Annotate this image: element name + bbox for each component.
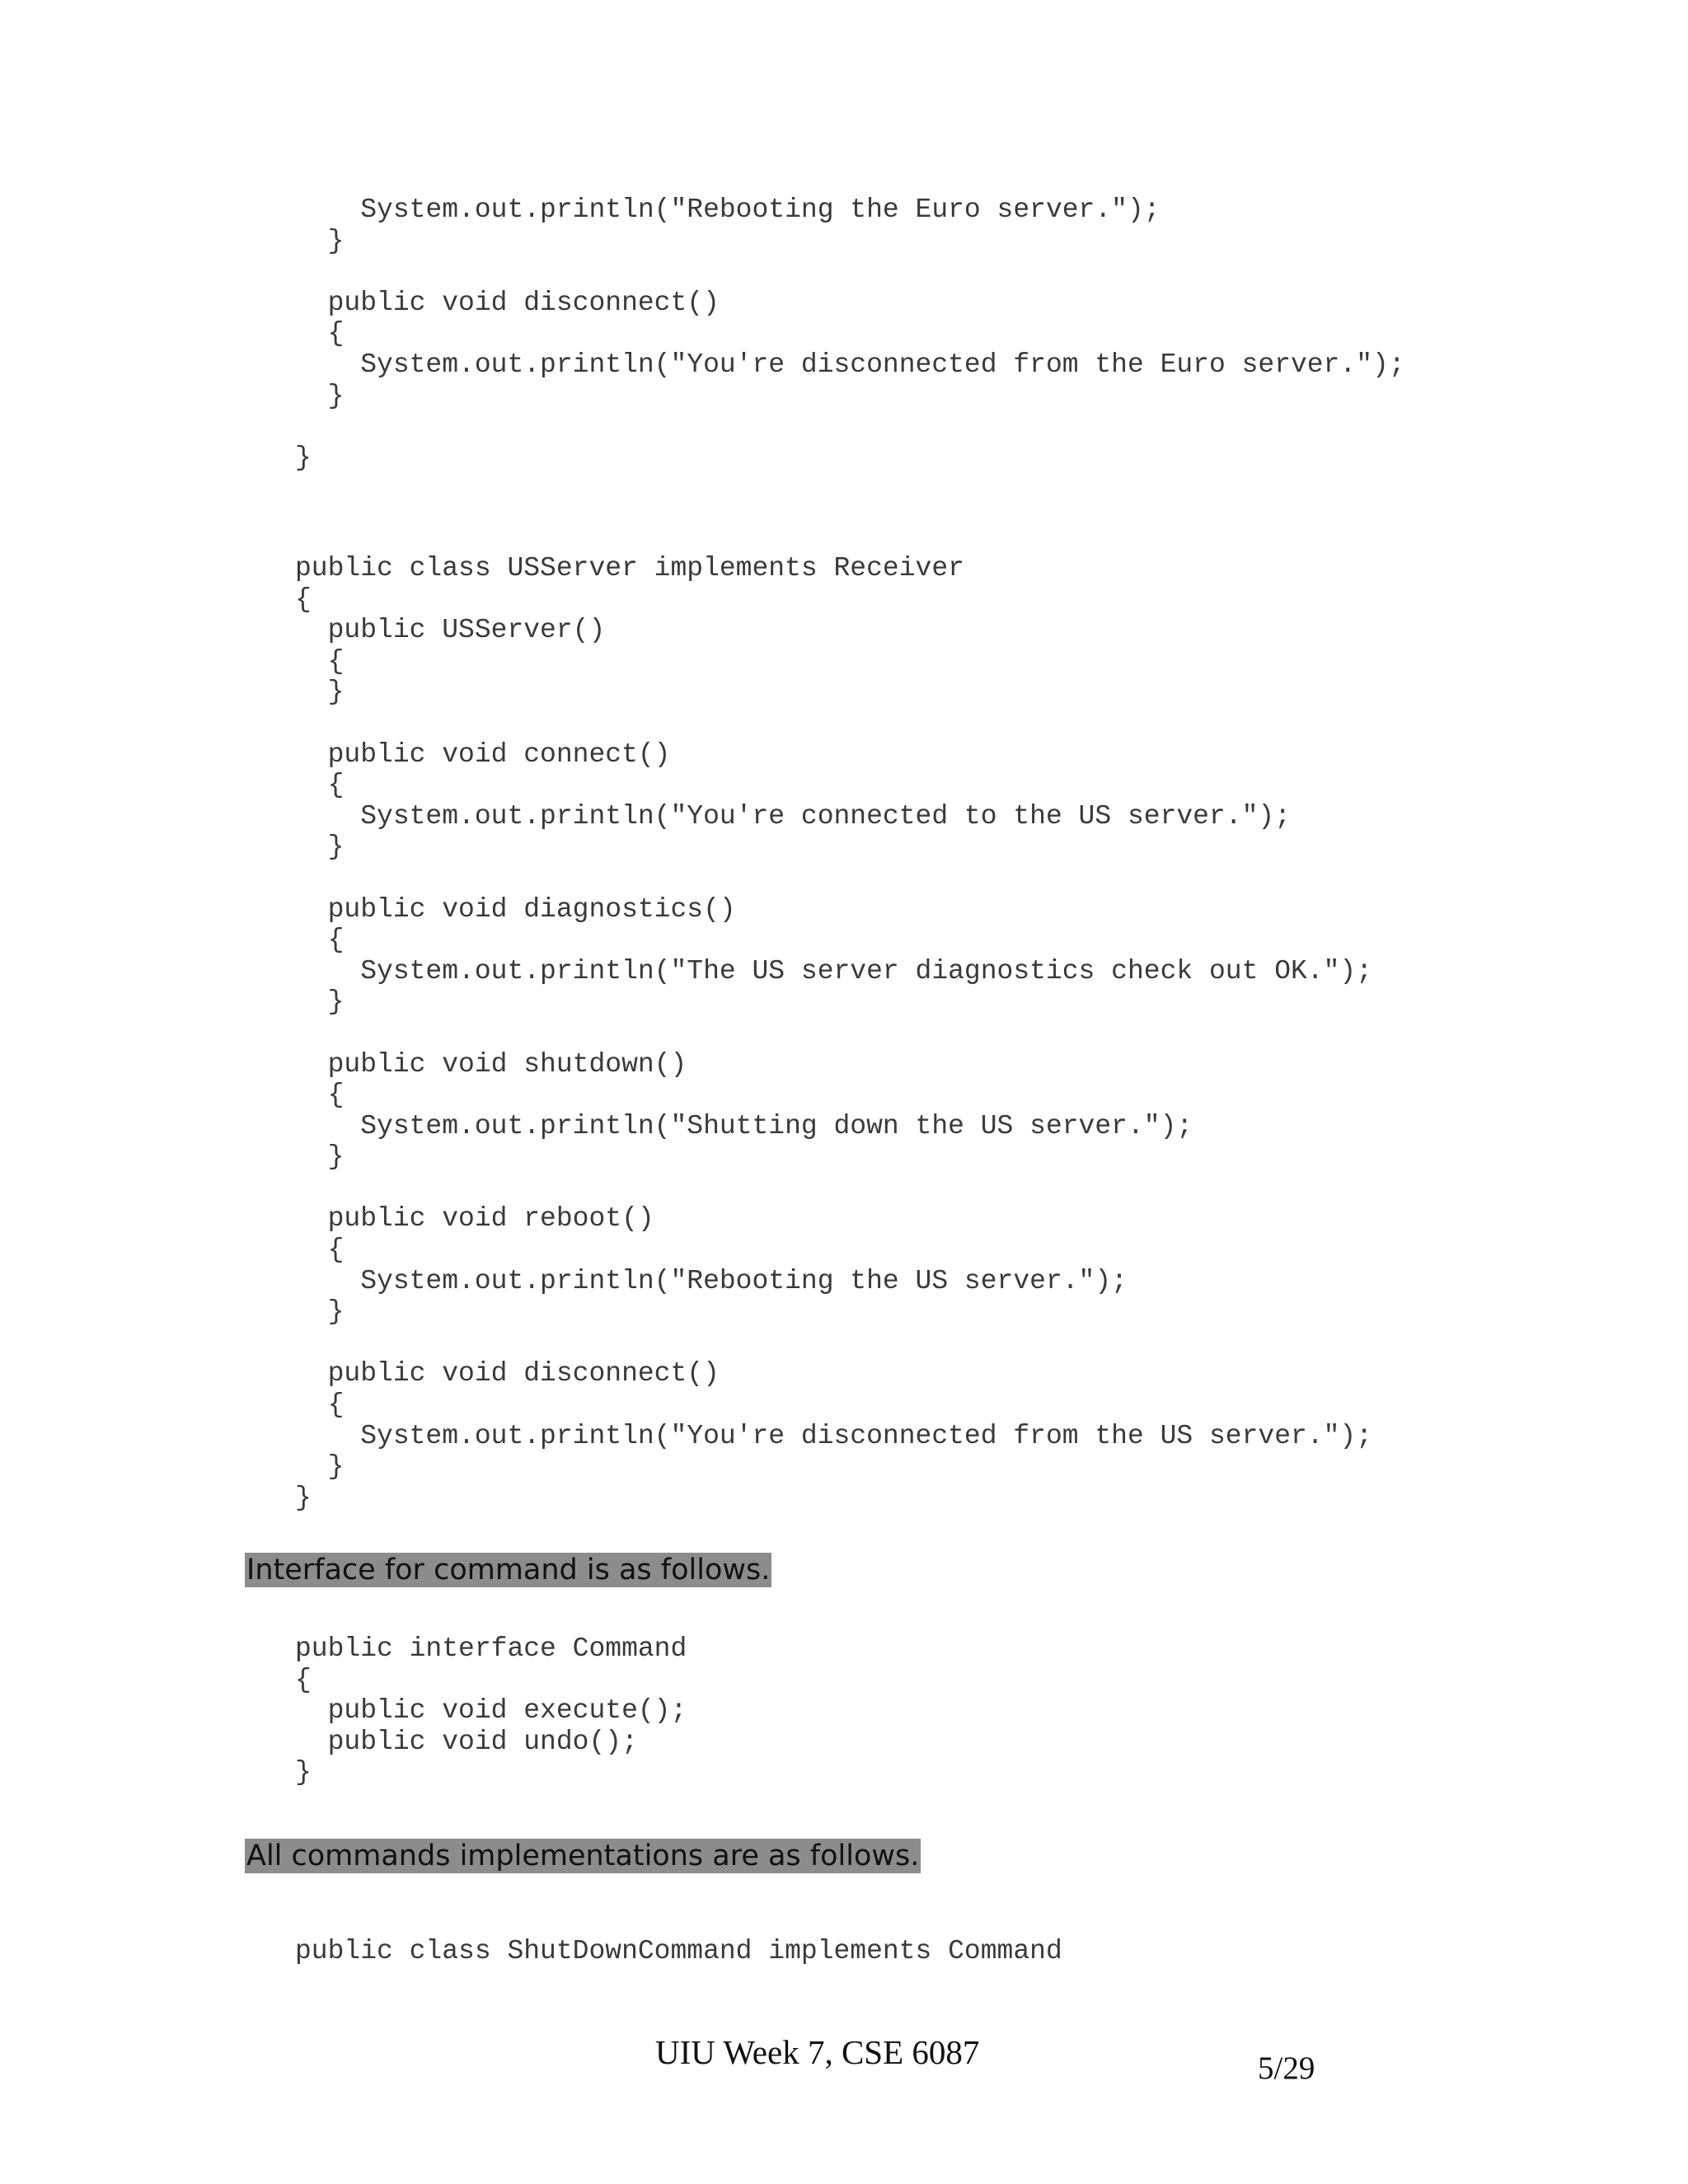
code-line: { [295, 645, 345, 677]
code-line: } [295, 832, 345, 863]
code-line [295, 411, 1405, 443]
footer-course-title: UIU Week 7, CSE 6087 [655, 2033, 980, 2071]
code-line: } [295, 225, 345, 256]
code-line: public void reboot() [295, 1203, 654, 1235]
code-block-shutdown-command [295, 1936, 1062, 1967]
code-line: } [295, 1482, 312, 1513]
code-line: { [295, 1235, 345, 1266]
code-line: } [295, 1451, 345, 1483]
code-line: } [295, 987, 345, 1018]
code-line: } [295, 677, 345, 708]
highlighted-note-commands: All commands implementations are as follows. [246, 1840, 920, 1872]
code-line: { [295, 1664, 312, 1695]
code-block-euro-server-end [295, 194, 1405, 473]
code-line [295, 1173, 1372, 1204]
code-line: { [295, 1390, 345, 1421]
code-line: { [295, 925, 345, 956]
code-line: public interface Command [295, 1633, 687, 1664]
code-line: public void disconnect() [295, 287, 720, 318]
code-block-us-server [295, 553, 1372, 1513]
code-line: System.out.println("Shutting down the US server."); [295, 1110, 1193, 1141]
code-line: public class ShutDownCommand implements Command [295, 1936, 1062, 1966]
page-number: 5/29 [1258, 2050, 1315, 2086]
code-line: public class USServer implements Receiver [295, 553, 964, 583]
code-line: System.out.println("You're connected to the US server."); [295, 800, 1291, 832]
code-line: public void diagnostics() [295, 893, 736, 925]
code-line: } [295, 1757, 312, 1788]
code-line [295, 1018, 1372, 1049]
code-line: { [295, 1080, 345, 1111]
code-line: public USServer() [295, 615, 606, 646]
code-line: public void undo(); [295, 1726, 638, 1757]
code-line: public void execute(); [295, 1695, 687, 1727]
code-line: System.out.println("You're disconnected from the Euro server."); [295, 349, 1405, 380]
highlighted-note-interface: Interface for command is as follows. [246, 1554, 771, 1586]
code-line: public void disconnect() [295, 1358, 720, 1390]
code-line [295, 863, 1372, 894]
code-line: public void shutdown() [295, 1048, 687, 1080]
code-line: System.out.println("Rebooting the Euro server."); [295, 194, 1160, 225]
code-block-command-interface [295, 1633, 687, 1788]
code-line: public void connect() [295, 738, 671, 770]
code-line [295, 708, 1372, 739]
code-line: } [295, 442, 312, 473]
code-line [295, 1328, 1372, 1359]
code-line: { [295, 318, 345, 349]
code-line: System.out.println("Rebooting the US server."); [295, 1265, 1128, 1296]
code-line: } [295, 380, 345, 411]
code-line: { [295, 583, 312, 615]
code-line: } [295, 1296, 345, 1328]
code-line: System.out.println("You're disconnected from the US server."); [295, 1420, 1373, 1451]
code-line: } [295, 1141, 345, 1173]
code-line: { [295, 770, 345, 801]
code-line: System.out.println("The US server diagnostics check out OK."); [295, 955, 1373, 987]
code-line [295, 256, 1405, 288]
